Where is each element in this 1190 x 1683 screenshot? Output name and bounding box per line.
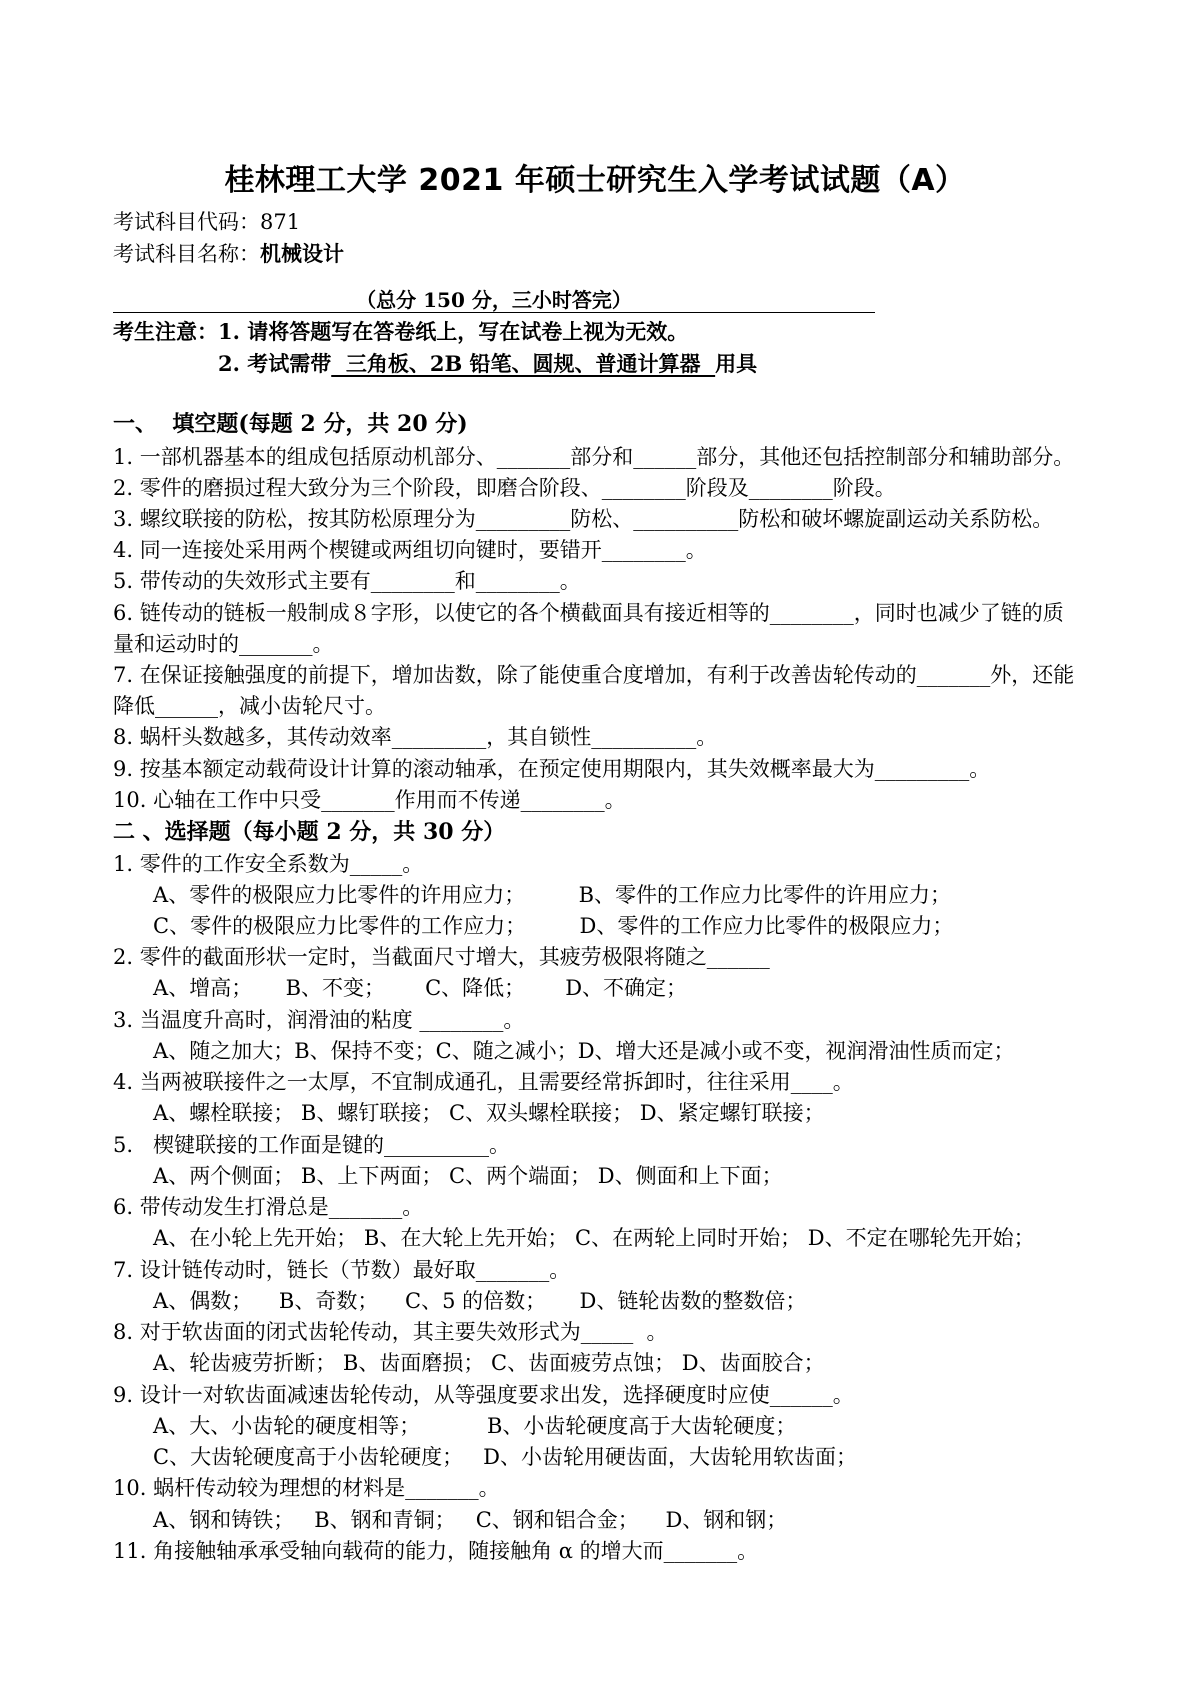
s1-line: 7. 在保证接触强度的前提下，增加齿数，除了能使重合度增加，有利于改善齿轮传动的_______外，还能 [113,663,1075,687]
section-2-heading: 二 、选择题（每小题 2 分，共 30 分） [113,819,506,845]
s2-line: 4. 当两被联接件之一太厚，不宜制成通孔，且需要经常拆卸时，往往采用____。 [113,1070,854,1094]
s2-line: A、随之加大；B、保持不变；C、随之减小；D、增大还是减小或不变，视润滑油性质而定； [113,1039,1015,1063]
s2-line: A、螺栓联接； B、螺钉联接； C、双头螺栓联接； D、紧定螺钉联接； [113,1101,825,1125]
notice-2-prefix: 2. 考试需带 [218,351,332,376]
s1-line: 8. 蜗杆头数越多，其传动效率_________，其自锁性__________。 [113,725,718,749]
notice-row-2 [218,350,757,378]
s2-line: C、大齿轮硬度高于小齿轮硬度； D、小齿轮用硬齿面，大齿轮用软齿面； [113,1445,857,1469]
s1-line: 9. 按基本额定动载荷设计计算的滚动轴承，在预定使用期限内，其失效概率最大为_________。 [113,757,991,781]
s2-line: 8. 对于软齿面的闭式齿轮传动，其主要失效形式为_____ 。 [113,1320,668,1344]
exam-title: 桂林理工大学 2021 年硕士研究生入学考试试题（A） [224,163,966,198]
subject-code-row [113,208,300,236]
s2-line: 3. 当温度升高时，润滑油的粘度 ________。 [113,1008,525,1032]
s1-line: 降低______，减小齿轮尺寸。 [113,694,386,718]
score-note: （总分 150 分，三小时答完） [356,288,632,312]
s2-line: A、零件的极限应力比零件的许用应力； B、零件的工作应力比零件的许用应力； [113,883,952,907]
s2-line: A、两个侧面； B、上下两面； C、两个端面； D、侧面和上下面； [113,1164,783,1188]
notice-1: 1. 请将答题写在答卷纸上，写在试卷上视为无效。 [218,319,689,344]
notice-2-tools: 三角板、2B 铅笔、圆规、普通计算器 [331,351,716,376]
notice-2-suffix: 用具 [715,351,758,376]
s2-line: A、轮齿疲劳折断； B、齿面磨损； C、齿面疲劳点蚀； D、齿面胶合； [113,1351,825,1375]
s1-line: 10. 心轴在工作中只受_______作用而不传递________。 [113,788,626,812]
s2-line: A、在小轮上先开始； B、在大轮上先开始； C、在两轮上同时开始； D、不定在哪轮先开始； [113,1226,1035,1250]
s1-line: 1. 一部机器基本的组成包括原动机部分、_______部分和______部分，其他还包括控制部分和辅助部分。 [113,445,1075,469]
s2-line: 6. 带传动发生打滑总是_______。 [113,1195,424,1219]
s2-line: A、钢和铸铁； B、钢和青铜； C、钢和铝合金； D、钢和钢； [113,1508,788,1532]
s2-line: A、大、小齿轮的硬度相等； B、小齿轮硬度高于大齿轮硬度； [113,1414,797,1438]
s2-line: A、增高； B、不变； C、降低； D、不确定； [113,976,688,1000]
subject-code-label: 考试科目代码： [113,210,260,234]
s2-line: 10. 蜗杆传动较为理想的材料是_______。 [113,1476,500,1500]
s2-line: C、零件的极限应力比零件的工作应力； D、零件的工作应力比零件的极限应力； [113,914,954,938]
s2-line: 5. 楔键联接的工作面是键的__________。 [113,1133,511,1157]
subject-name-row [113,240,344,268]
s2-line: 9. 设计一对软齿面减速齿轮传动，从等强度要求出发，选择硬度时应使______。 [113,1383,854,1407]
header-rule [113,312,875,313]
subject-code: 871 [260,210,301,234]
s2-line: 2. 零件的截面形状一定时，当截面尺寸增大，其疲劳极限将随之______ [113,945,770,969]
subject-name: 机械设计 [260,242,344,266]
s1-line: 量和运动时的_______。 [113,632,334,656]
s2-line: A、偶数； B、奇数； C、5 的倍数； D、链轮齿数的整数倍； [113,1289,807,1313]
s2-line: 11. 角接触轴承承受轴向载荷的能力，随接触角 α 的增大而_______。 [113,1539,759,1563]
s1-line: 5. 带传动的失效形式主要有________和________。 [113,569,581,593]
notice-row-1 [113,318,688,346]
s1-line: 4. 同一连接处采用两个楔键或两组切向键时，要错开________。 [113,538,707,562]
section-1-heading: 一、 填空题(每题 2 分，共 20 分) [113,411,468,437]
s1-line: 2. 零件的磨损过程大致分为三个阶段，即磨合阶段、________阶段及________阶段。 [113,476,896,500]
s2-line: 7. 设计链传动时，链长（节数）最好取_______。 [113,1258,571,1282]
subject-name-label: 考试科目名称： [113,242,260,266]
notice-label: 考生注意： [113,319,218,344]
s1-line: 3. 螺纹联接的防松，按其防松原理分为_________防松、__________防松和破坏螺旋副运动关系防松。 [113,507,1054,531]
s2-line: 1. 零件的工作安全系数为_____。 [113,852,424,876]
s1-line: 6. 链传动的链板一般制成８字形，以使它的各个横截面具有接近相等的________，同时也减少了链的质 [113,601,1064,625]
